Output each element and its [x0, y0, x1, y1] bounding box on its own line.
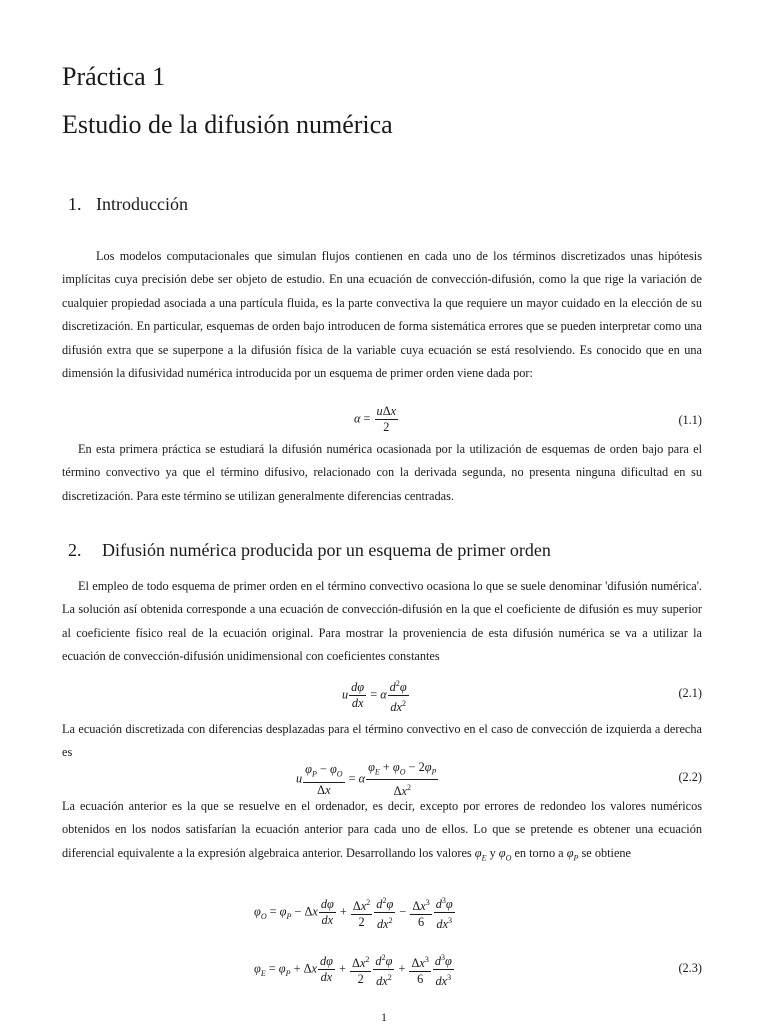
equation-expansion-phi-o: [62, 893, 702, 933]
chapter-title: Estudio de la difusión numérica: [62, 110, 393, 139]
equation-2-2: [62, 760, 702, 799]
page-number: 1: [381, 1010, 387, 1024]
equation-2-3: [62, 950, 702, 990]
section-number: 1.: [68, 194, 82, 214]
section-title: Difusión numérica producida por un esquema de primer orden: [102, 540, 551, 560]
equation-number: (2.1): [678, 686, 702, 700]
equation-number: (2.2): [678, 770, 702, 784]
equation-1-1: [62, 404, 702, 440]
equation-2-2-body: u $\frac{\varphi_P - \varphi_O}{\Delta x}$ = α $\frac{\varphi_E + \varphi_O - 2\varphi_P}{\Delta x^2}$: [296, 760, 437, 799]
section-title: Introducción: [96, 194, 188, 214]
equation-2-3-body: $\varphi_E = \varphi_P + \Delta x$ $\frac{d\varphi}{dx}$ + $\frac{\Delta x^2}{2}$ $\frac{d^2\varphi}{dx^2}$ + $\frac{\Delta x^3}{6}$ $\frac{d^3\varphi}{dx^3}$: [254, 950, 455, 989]
equation-expansion-phi-o-body: $\varphi_O = \varphi_P - \Delta x$ $\frac{d\varphi}{dx}$ + $\frac{\Delta x^2}{2}$ $\frac{d^2\varphi}{dx^2}$ − $\frac{\Delta x^3}{6}$ $\frac{d^3\varphi}{dx^3}$: [254, 893, 456, 932]
equation-number: (2.3): [678, 961, 702, 975]
section-number: 2.: [68, 540, 82, 560]
paragraph-sec2-3: La ecuación anterior es la que se resuelve en el ordenador, es decir, excepto por errores de redondeo los valores numéricos obtenidos en los nodos satisfarían la ecuación anterior para cada uno de ellos. Lo que se pretende es obtener una ecuación diferencial equivalente a la expresión algebraica anterior. Desarrollando los valores $\varphi_E$ y $\varphi_O$ en torno a $\varphi_P$ se obtiene: [62, 799, 702, 863]
equation-2-1-body: u $\frac{d\varphi}{dx}$ = α $\frac{d^2\varphi}{dx^2}$: [342, 676, 410, 715]
section-heading-difusion-numerica: [68, 538, 551, 562]
equation-2-1: [62, 676, 702, 715]
equation-number: (1.1): [678, 413, 702, 427]
section-heading-introduccion: [68, 192, 188, 216]
equation-1-1-body: α = $\frac{\text{uΔx}}{2}$: [354, 404, 397, 434]
paragraph-intro-2: En esta primera práctica se estudiará la difusión numérica ocasionada por la utilización de esquemas de orden bajo para el término convectivo ya que el término difusivo, relacionado con la derivada segunda, no presenta ninguna dificultad en su discretización. Para este término se utilizan generalmente diferencias centradas.: [62, 442, 702, 503]
paragraph-sec2-3-text-b: se obtiene: [578, 845, 632, 860]
paragraph-sec2-2: La ecuación discretizada con diferencias desplazadas para el término convectivo en el caso de convección de izquierda a derecha es: [62, 722, 702, 760]
paragraph-intro-1: Los modelos computacionales que simulan flujos contienen en cada uno de los términos discretizados unas hipótesis implícitas cuya precisión debe ser objeto de estudio. En una ecuación de convección-difusión, como la que rige la variación de cualquier propiedad asociada a una partícula fluida, es la parte convectiva la que requiere un mayor cuidado en la elección de su discretización. En particular, esquemas de orden bajo introducen de forma sistemática errores que se pueden interpretar como una difusión extra que se superpone a la difusión física de la variable cuya ecuación se está resolviendo. Es conocido que en una dimensión la difusividad numérica introducida por un esquema de primer orden viene dada por:: [62, 249, 702, 381]
paragraph-sec2-1: El empleo de todo esquema de primer orden en el término convectivo ocasiona lo que se suele denominar 'difusión numérica'. La solución así obtenida corresponde a una ecuación de convección-difusión en la que el coeficiente de difusión es muy superior al coeficiente físico real de la ecuación original. Para mostrar la proveniencia de esta difusión numérica se va a utilizar la ecuación de convección-difusión unidimensional con coeficientes constantes: [62, 579, 702, 664]
paragraph-sec2-3-text-a: La ecuación anterior es la que se resuelve en el ordenador, es decir, excepto por errores de redondeo los valores numéricos obtenidos en los nodos satisfarían la ecuación anterior para cada uno de ellos. Lo que se pretende es obtener una ecuación diferencial equivalente a la expresión algebraica anterior. Desarrollando los valores: [62, 799, 702, 860]
chapter-label: Práctica 1: [62, 62, 166, 91]
